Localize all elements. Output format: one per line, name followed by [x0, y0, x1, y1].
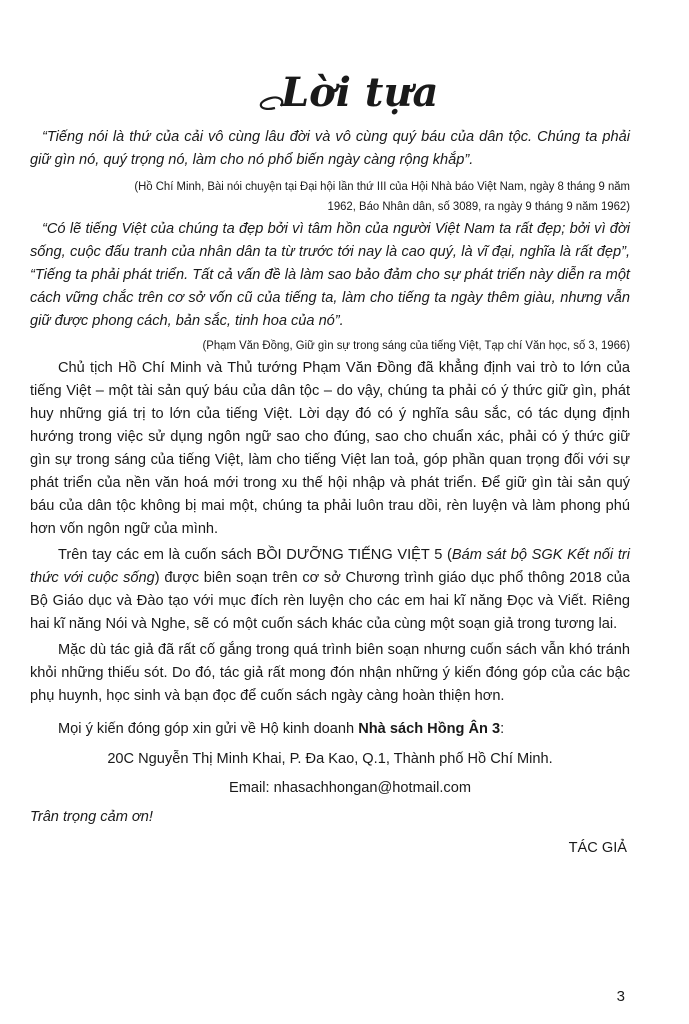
page-title-text: Lời tựa [280, 69, 438, 116]
thanks: Trân trọng cảm ơn! [30, 809, 153, 825]
citation-ho-chi-minh [72, 176, 630, 216]
page-number: 3 [616, 988, 625, 1005]
contact-colon: : [500, 721, 505, 737]
author-signature: TÁC GIẢ [568, 840, 627, 856]
email: Email: nhasachhongan@hotmail.com [229, 780, 471, 796]
citation-pham-van-dong: (Phạm Văn Đồng, Giữ gìn sự trong sáng của tiếng Việt, Tạp chí Văn học, số 3, 1966) [202, 338, 630, 352]
citation-line: (Hồ Chí Minh, Bài nói chuyện tại Đại hội lần thứ III của Hội Nhà báo Việt Nam, ngày 8 tháng 9 năm [134, 179, 631, 193]
paragraph-2 [30, 544, 630, 636]
paragraph-2-text: Trên tay các em là cuốn sách BỒI DƯỠNG TIẾNG VIỆT 5 ( [58, 547, 452, 563]
page-title-container [0, 62, 689, 122]
publisher-name: Nhà sách Hồng Ân 3 [358, 721, 501, 737]
page-title [245, 62, 445, 122]
address: 20C Nguyễn Thị Minh Khai, P. Đa Kao, Q.1, Thành phố Hồ Chí Minh. [107, 751, 553, 767]
paragraph-3: Mặc dù tác giả đã rất cố gắng trong quá trình biên soạn nhưng cuốn sách vẫn khó tránh khỏi những thiếu sót. Do đó, tác giả rất mong đón nhận những ý kiến đóng góp của các bậc phụ huynh, học sinh và bạn đọc để cuốn sách ngày càng hoàn thiện hơn. [30, 642, 630, 704]
title-flourish [260, 97, 281, 108]
preface-body [30, 126, 630, 860]
contact-line [30, 718, 630, 741]
quote-pham-van-dong: “Có lẽ tiếng Việt của chúng ta đẹp bởi vì tâm hồn của người Việt Nam ta rất đẹp; bởi vì đời sống, cuộc đấu tranh của nhân dân ta từ trước tới nay là cao quý, là vĩ đại, nghĩa là rất đẹp”, “Tiếng ta phải phát triển. Tất cả vấn đề là làm sao bảo đảm cho sự phát triển này diễn ra một cách vững chắc trên cơ sở vốn cũ của tiếng ta, làm cho tiếng ta ngày thêm giàu, nhưng vẫn giữ được phong cách, bản sắc, tinh hoa của nó”. [30, 221, 630, 329]
citation-line: 1962, Báo Nhân dân, số 3089, ra ngày 9 tháng 9 năm 1962) [327, 199, 630, 213]
quote-ho-chi-minh: “Tiếng nói là thứ của cải vô cùng lâu đời và vô cùng quý báu của dân tộc. Chúng ta phải giữ gìn nó, quý trọng nó, làm cho nó phổ biến ngày càng rộng khắp”. [30, 129, 630, 168]
contact-text: Mọi ý kiến đóng góp xin gửi về Hộ kinh doanh [58, 721, 359, 737]
paragraph-2-italic: Bám sát bộ SGK Kết nối tri thức với cuộc sống [30, 547, 630, 586]
paragraph-2-text: ) được biên soạn trên cơ sở Chương trình giáo dục phổ thông 2018 của Bộ Giáo dục và Đào tạo với mục đích rèn luyện cho các em hai kĩ năng Đọc và Viết. Riêng hai kĩ năng Nói và Nghe, sẽ có một cuốn sách khác của cùng một soạn giả trong tương lai. [30, 570, 630, 632]
paragraph-1: Chủ tịch Hồ Chí Minh và Thủ tướng Phạm Văn Đồng đã khẳng định vai trò to lớn của tiếng Việt – một tài sản quý báu của dân tộc – do vậy, chúng ta phải có ý thức giữ gìn, phát huy những giá trị to lớn của tiếng Việt. Lời dạy đó có ý nghĩa sâu sắc, có tác dụng định hướng trong việc sử dụng ngôn ngữ sao cho đúng, sao cho chuẩn xác, phải có ý thức giữ gìn sự trong sáng của tiếng Việt, làm cho tiếng Việt lan toả, góp phần quan trọng đối với sự phát triển của nền văn hoá mới trong xu thế hội nhập và phát triển. Để giữ gìn tài sản quý báu của dân tộc không bị mai một, chúng ta phải luôn trau dồi, rèn luyện và làm phong phú hơn vốn ngôn ngữ của mình. [30, 360, 630, 537]
